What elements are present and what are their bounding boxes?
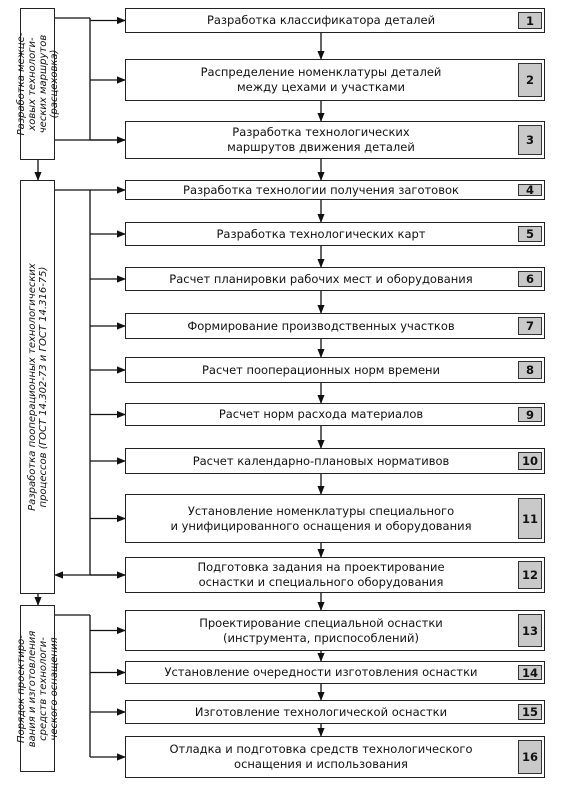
step-label-line: оснащения и использования [234, 757, 408, 771]
step-label-line: Разработка технологических карт [216, 226, 426, 241]
step-label-line: маршрутов движения деталей [227, 140, 415, 154]
step-label [126, 495, 516, 542]
phase-title-line: вания и изготовления [26, 630, 38, 747]
step-label-line: Отладка и подготовка средств технологического [169, 742, 473, 756]
step-box-7 [125, 313, 545, 339]
step-box-8 [125, 357, 545, 383]
step-box-11 [125, 494, 545, 543]
step-label-line: Разработка классификатора деталей [206, 13, 436, 27]
step-label [126, 181, 516, 199]
phase-title-line: средств технологи- [37, 636, 49, 741]
step-box-5 [125, 222, 545, 246]
step-number: 7 [518, 317, 542, 335]
phase-box-3 [15, 605, 60, 772]
step-box-4 [125, 180, 545, 200]
phase-title-line: Разработка межце- [15, 32, 27, 136]
step-number: 16 [518, 740, 542, 774]
step-label [126, 662, 516, 683]
phase-title [16, 11, 60, 157]
step-box-6 [125, 267, 545, 291]
phase-title-line: ческого оснащения [48, 636, 60, 741]
step-label [126, 449, 516, 473]
step-label-line: между цехами и участками [236, 80, 405, 94]
step-label [126, 404, 516, 425]
phase-title [16, 608, 60, 769]
step-number: 5 [518, 226, 542, 242]
step-box-13 [125, 610, 545, 651]
step-number: 11 [518, 498, 542, 539]
step-box-9 [125, 403, 545, 426]
step-number: 9 [518, 407, 542, 422]
step-label [126, 314, 516, 338]
step-box-1 [125, 8, 545, 33]
step-label-line: Расчет норм расхода материалов [218, 407, 424, 421]
phase-title-line: ческих маршрутов [37, 34, 49, 134]
step-label-line: Проектирование специальной оснастки [199, 615, 443, 630]
step-label-line: Изготовление технологической оснастки [194, 704, 448, 719]
step-number: 15 [518, 704, 542, 720]
step-label [126, 268, 516, 290]
step-number: 1 [518, 12, 542, 29]
step-label-line: Расчет пооперационных норм времени [201, 362, 441, 377]
step-label-line: и унифицированного оснащения и оборудования [170, 518, 472, 533]
step-box-15 [125, 700, 545, 724]
phase-box-2 [20, 180, 55, 594]
step-label [126, 701, 516, 723]
step-label-line: Установление номенклатуры специального [187, 503, 455, 518]
step-number: 6 [518, 271, 542, 287]
step-label-line: Формирование производственных участков [187, 318, 455, 333]
phase-title [27, 183, 49, 591]
phase-box-1 [15, 8, 60, 160]
step-box-16 [125, 736, 545, 778]
step-number: 14 [518, 665, 542, 680]
phase-title-line: (расцеховка) [48, 49, 60, 119]
step-label-line: Расчет планировки рабочих мест и оборудования [169, 271, 473, 286]
step-number: 3 [518, 125, 542, 155]
step-label-line: Разработка технологии получения заготовок [183, 182, 459, 197]
step-box-3 [125, 121, 545, 159]
step-label-line: Распределение номенклатуры деталей [200, 65, 442, 79]
step-box-14 [125, 661, 545, 684]
step-number: 4 [518, 184, 542, 196]
step-number: 10 [518, 452, 542, 470]
step-label [126, 358, 516, 382]
step-label-line: оснастки и специального оборудования [198, 575, 444, 589]
step-label [126, 611, 516, 650]
step-box-12 [125, 557, 545, 593]
step-label [126, 60, 516, 100]
step-box-2 [125, 59, 545, 101]
step-label [126, 558, 516, 592]
phase-title-line: Разработка пооперационных технологических [26, 263, 38, 511]
step-label-line: Установление очередности изготовления оснастки [164, 665, 478, 679]
step-label [126, 223, 516, 245]
step-label-line: (инструмента, приспособлений) [223, 630, 419, 645]
step-number: 8 [518, 361, 542, 379]
step-box-10 [125, 448, 545, 474]
step-number: 2 [518, 63, 542, 97]
phase-title-line: процессов (ГОСТ 14.302-73 и ГОСТ 14.316-75) [37, 266, 49, 508]
phase-title-line: ховых технологи- [26, 37, 38, 131]
step-label [126, 737, 516, 777]
step-number: 13 [518, 614, 542, 647]
step-label [126, 9, 516, 32]
step-label-line: Разработка технологических [232, 125, 410, 139]
step-label-line: Расчет календарно-плановых нормативов [192, 453, 450, 468]
step-label-line: Подготовка задания на проектирование [197, 560, 445, 574]
step-label [126, 122, 516, 158]
step-number: 12 [518, 561, 542, 589]
phase-title-line: Порядок проектиро- [15, 634, 27, 743]
